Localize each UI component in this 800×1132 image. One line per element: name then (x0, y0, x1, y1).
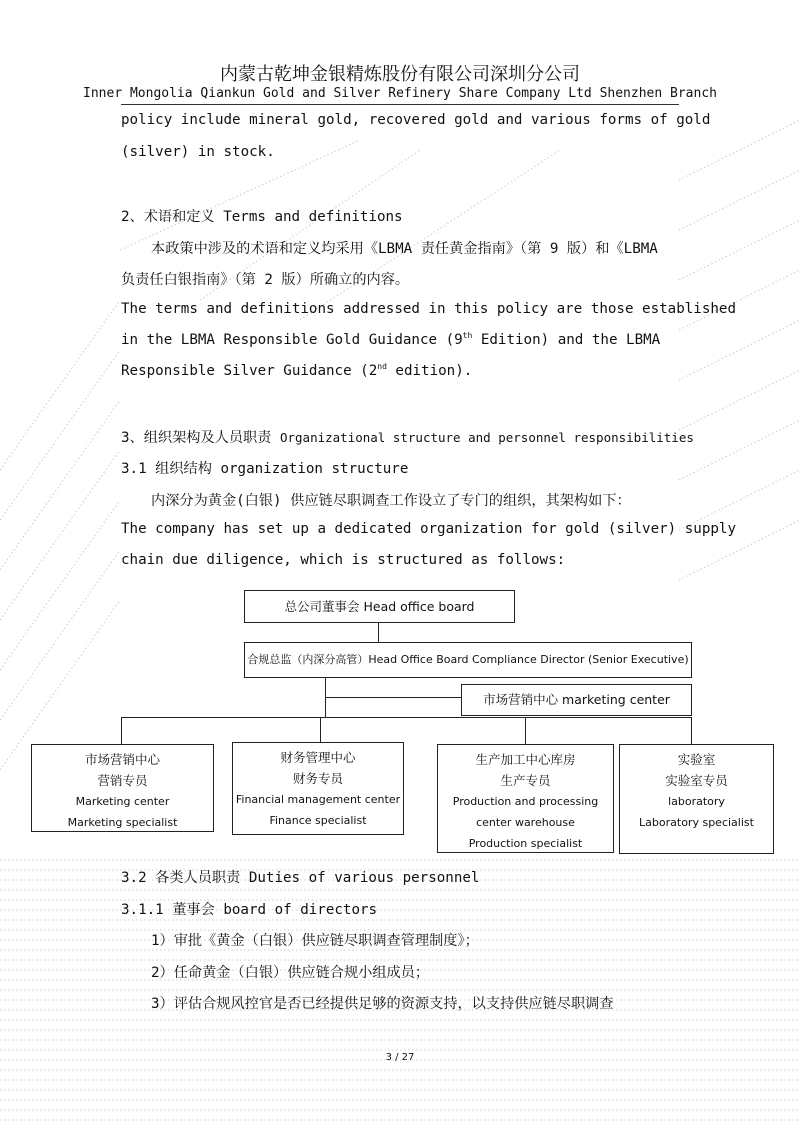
section-3-1-1-heading: 3.1.1 董事会 board of directors (121, 902, 378, 918)
dept-name-cn: 生产加工中心库房 (475, 752, 576, 767)
org-connector (325, 697, 461, 698)
org-connector (121, 717, 122, 744)
paragraph-line: chain due diligence, which is structured as follows: (121, 552, 566, 568)
dept-role-cn: 生产专员 (500, 773, 551, 788)
header-company-en: Inner Mongolia Qiankun Gold and Silver Refinery Share Company Ltd Shenzhen Branch (83, 86, 717, 101)
dept-name-en: Marketing center (75, 795, 170, 808)
dept-name-cn: 市场营销中心 (84, 752, 160, 767)
header-company-cn: 内蒙古乾坤金银精炼股份有限公司深圳分公司 (220, 64, 580, 85)
dept-name-cn: 财务管理中心 (280, 750, 356, 765)
header-divider (121, 104, 679, 105)
dept-name-en: Production and processing (452, 795, 599, 808)
paragraph-line: in the LBMA Responsible Gold Guidance (9th Edition) and the LBMA (121, 331, 661, 348)
org-box-finance-dept (232, 742, 404, 835)
paragraph-line: The company has set up a dedicated organization for gold (silver) supply (121, 521, 736, 537)
paragraph-line: 本政策中涉及的术语和定义均采用《LBMA 责任黄金指南》（第 9 版）和《LBMA (151, 241, 658, 257)
list-item: 3）评估合规风控官是否已经提供足够的资源支持，以支持供应链尽职调查 (151, 996, 614, 1012)
dept-role-cn: 实验室专员 (665, 773, 728, 788)
org-connector (320, 717, 321, 742)
org-box-production-dept (437, 744, 614, 853)
list-item: 2）任命黄金（白银）供应链合规小组成员； (151, 965, 430, 981)
dept-role-cn: 财务专员 (292, 771, 343, 786)
dept-role-en: Production specialist (468, 837, 583, 850)
dept-role-cn: 营销专员 (97, 773, 148, 788)
section-3-heading: 3、组织架构及人员职责 Organizational structure and personnel responsibilities (121, 430, 694, 446)
org-connector (121, 717, 692, 718)
paragraph-line: policy include mineral gold, recovered gold and various forms of gold (121, 112, 711, 128)
dept-role-en: Marketing specialist (67, 816, 178, 829)
section-3-1-heading: 3.1 组织结构 organization structure (121, 461, 409, 477)
paragraph-line: 内深分为黄金(白银) 供应链尽职调查工作设立了专门的组织，其架构如下： (151, 493, 631, 509)
org-box-compliance-director: 合规总监（内深分高管）Head Office Board Compliance Director (Senior Executive) (244, 642, 692, 678)
org-box-marketing-center: 市场营销中心 marketing center (461, 684, 692, 716)
section-3-2-heading: 3.2 各类人员职责 Duties of various personnel (121, 870, 480, 886)
org-connector (378, 622, 379, 643)
org-box-head-office-board: 总公司董事会 Head office board (244, 590, 515, 623)
org-box-marketing-dept (31, 744, 214, 832)
dept-name-en: Financial management center (235, 793, 401, 806)
dept-role-en: Finance specialist (269, 814, 367, 827)
org-connector (525, 717, 526, 744)
dept-role-en: Laboratory specialist (639, 816, 754, 829)
org-connector (691, 717, 692, 744)
dept-name-en: laboratory (668, 795, 725, 808)
paragraph-line: Responsible Silver Guidance (2nd edition). (121, 362, 473, 379)
dept-name-cn: 实验室 (677, 752, 716, 767)
org-box-laboratory (619, 744, 774, 854)
paragraph-line: (silver) in stock. (121, 144, 275, 160)
section-2-heading: 2、术语和定义 Terms and definitions (121, 209, 403, 225)
page-number: 3 / 27 (385, 1052, 415, 1063)
paragraph-line: 负责任白银指南》（第 2 版）所确立的内容。 (121, 272, 410, 288)
dept-name-en-2: center warehouse (476, 816, 575, 829)
paragraph-line: The terms and definitions addressed in this policy are those established (121, 301, 736, 317)
list-item: 1）审批《黄金（白银）供应链尽职调查管理制度》； (151, 933, 479, 949)
